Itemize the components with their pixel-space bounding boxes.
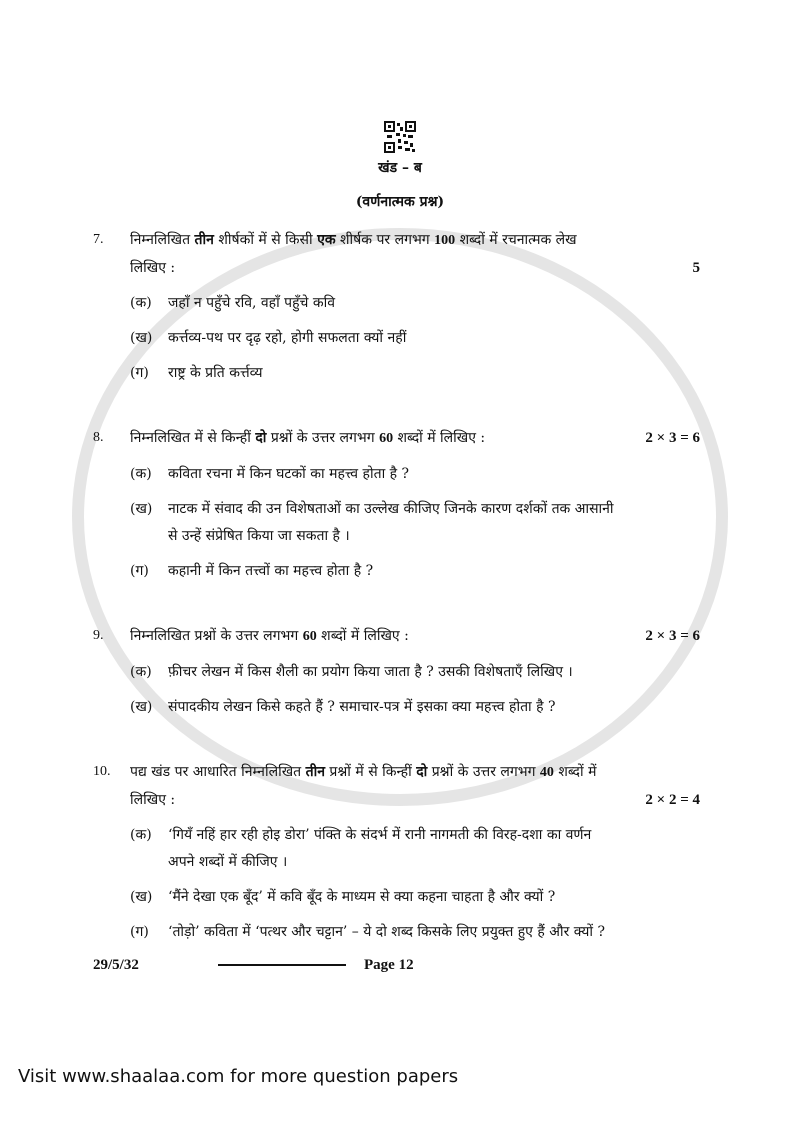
question-7-text-cont: लिखिए :: [130, 260, 176, 276]
section-subtitle: (वर्णनात्मक प्रश्न): [355, 194, 445, 210]
question-9-text: [130, 627, 633, 646]
marks: 5: [692, 260, 700, 276]
option-text: ‘तोड़ो’ कविता में ‘पत्थर और चट्टान’ – ये दो शब्द किसके लिए प्रयुक्त हुए हैं और क्यों ?: [168, 924, 605, 940]
text: शब्दों में लिखिए :: [316, 628, 409, 644]
text: शीर्षक पर लगभग: [335, 232, 435, 248]
text: निम्नलिखित: [130, 232, 195, 248]
paper-code: 29/5/32: [93, 957, 139, 973]
option-text: फ़ीचर लेखन में किस शैली का प्रयोग किया जाता है ? उसकी विशेषताएँ लिखिए ।: [168, 664, 573, 680]
question-number: 8.: [93, 430, 104, 445]
question-10-text: [130, 763, 700, 782]
option: [130, 294, 700, 312]
page-footer: [93, 956, 700, 974]
option-text: नाटक में संवाद की उन विशेषताओं का उल्लेख कीजिए जिनके कारण दर्शकों तक आसानी: [168, 501, 614, 517]
option-label: (ख): [130, 330, 153, 346]
option-label: (क): [130, 466, 152, 482]
option-label: (क): [130, 664, 152, 680]
option-label: (क): [130, 827, 152, 843]
text: प्रश्नों में से किन्हीं: [324, 764, 417, 780]
text: दो: [416, 764, 428, 780]
qr-code-icon: [384, 121, 416, 153]
option-text: कहानी में किन तत्त्वों का महत्त्व होता है ?: [168, 563, 374, 579]
text: प्रश्नों के उत्तर लगभग: [266, 430, 380, 446]
text: तीन: [305, 764, 325, 780]
text: शब्दों में लिखिए :: [393, 430, 486, 446]
page-number: Page 12: [364, 957, 414, 973]
option: [130, 364, 700, 382]
option-label: (ख): [130, 699, 153, 715]
text: शब्दों में: [553, 764, 597, 780]
option: [130, 826, 700, 871]
option-label: (ग): [130, 924, 149, 940]
text: शीर्षकों में से किसी: [213, 232, 318, 248]
option: [130, 888, 700, 906]
option-text: संपादकीय लेखन किसे कहते हैं ? समाचार-पत्र में इसका क्या महत्त्व होता है ?: [168, 699, 556, 715]
footer-divider: [218, 964, 346, 966]
text: शब्दों में रचनात्मक लेख: [455, 232, 577, 248]
option-label: (ख): [130, 501, 153, 517]
option-text: राष्ट्र के प्रति कर्त्तव्य: [168, 365, 263, 381]
option-label: (क): [130, 295, 152, 311]
text: निम्नलिखित प्रश्नों के उत्तर लगभग: [130, 628, 303, 644]
option-label: (ग): [130, 365, 149, 381]
text: एक: [317, 232, 336, 248]
question-number: 7.: [93, 232, 104, 247]
text: 60: [379, 431, 394, 446]
text: पद्य खंड पर आधारित निम्नलिखित: [130, 764, 306, 780]
option-text-cont: अपने शब्दों में कीजिए ।: [168, 854, 288, 870]
option-text: कर्त्तव्य-पथ पर दृढ़ रहो, होगी सफलता क्यों नहीं: [168, 330, 407, 346]
question-number: 10.: [93, 764, 111, 779]
marks: 2 × 3 = 6: [645, 628, 700, 644]
option: [130, 465, 700, 483]
questions: [93, 231, 700, 941]
text: प्रश्नों के उत्तर लगभग: [427, 764, 540, 780]
marks: 2 × 3 = 6: [645, 430, 700, 446]
section-title: खंड – ब: [378, 160, 422, 176]
question-7-text: [130, 231, 700, 250]
question-10: [93, 763, 700, 941]
option: [130, 923, 700, 941]
question-8-text: [130, 429, 633, 448]
option-text-cont: से उन्हें संप्रेषित किया जा सकता है ।: [168, 528, 350, 544]
question-number: 9.: [93, 628, 104, 643]
option-text: ‘गियँ नहिं हार रही होइ डोरा’ पंक्ति के संदर्भ में रानी नागमती की विरह-दशा का वर्णन: [168, 827, 592, 843]
text: निम्नलिखित में से किन्हीं: [130, 430, 256, 446]
question-9: [93, 627, 700, 716]
text: 60: [302, 629, 317, 644]
text: तीन: [194, 232, 214, 248]
option-text: जहाँ न पहुँचे रवि, वहाँ पहुँचे कवि: [168, 295, 336, 311]
option-text: ‘मैंने देखा एक बूँद’ में कवि बूँद के माध्यम से क्या कहना चाहता है और क्यों ?: [168, 889, 556, 905]
option: [130, 562, 700, 580]
question-8: [93, 429, 700, 580]
option: [130, 329, 700, 347]
marks: 2 × 2 = 4: [645, 792, 700, 808]
option: [130, 500, 700, 545]
question-7: [93, 231, 700, 382]
text: दो: [255, 430, 267, 446]
site-footer-link[interactable]: Visit www.shaalaa.com for more question papers: [18, 1066, 459, 1087]
option-label: (ग): [130, 563, 149, 579]
text: 40: [539, 765, 554, 780]
option: [130, 698, 700, 716]
option: [130, 663, 700, 681]
option-text: कविता रचना में किन घटकों का महत्त्व होता है ?: [168, 466, 410, 482]
option-label: (ख): [130, 889, 153, 905]
text: 100: [434, 233, 456, 248]
question-10-text-cont: लिखिए :: [130, 792, 176, 808]
